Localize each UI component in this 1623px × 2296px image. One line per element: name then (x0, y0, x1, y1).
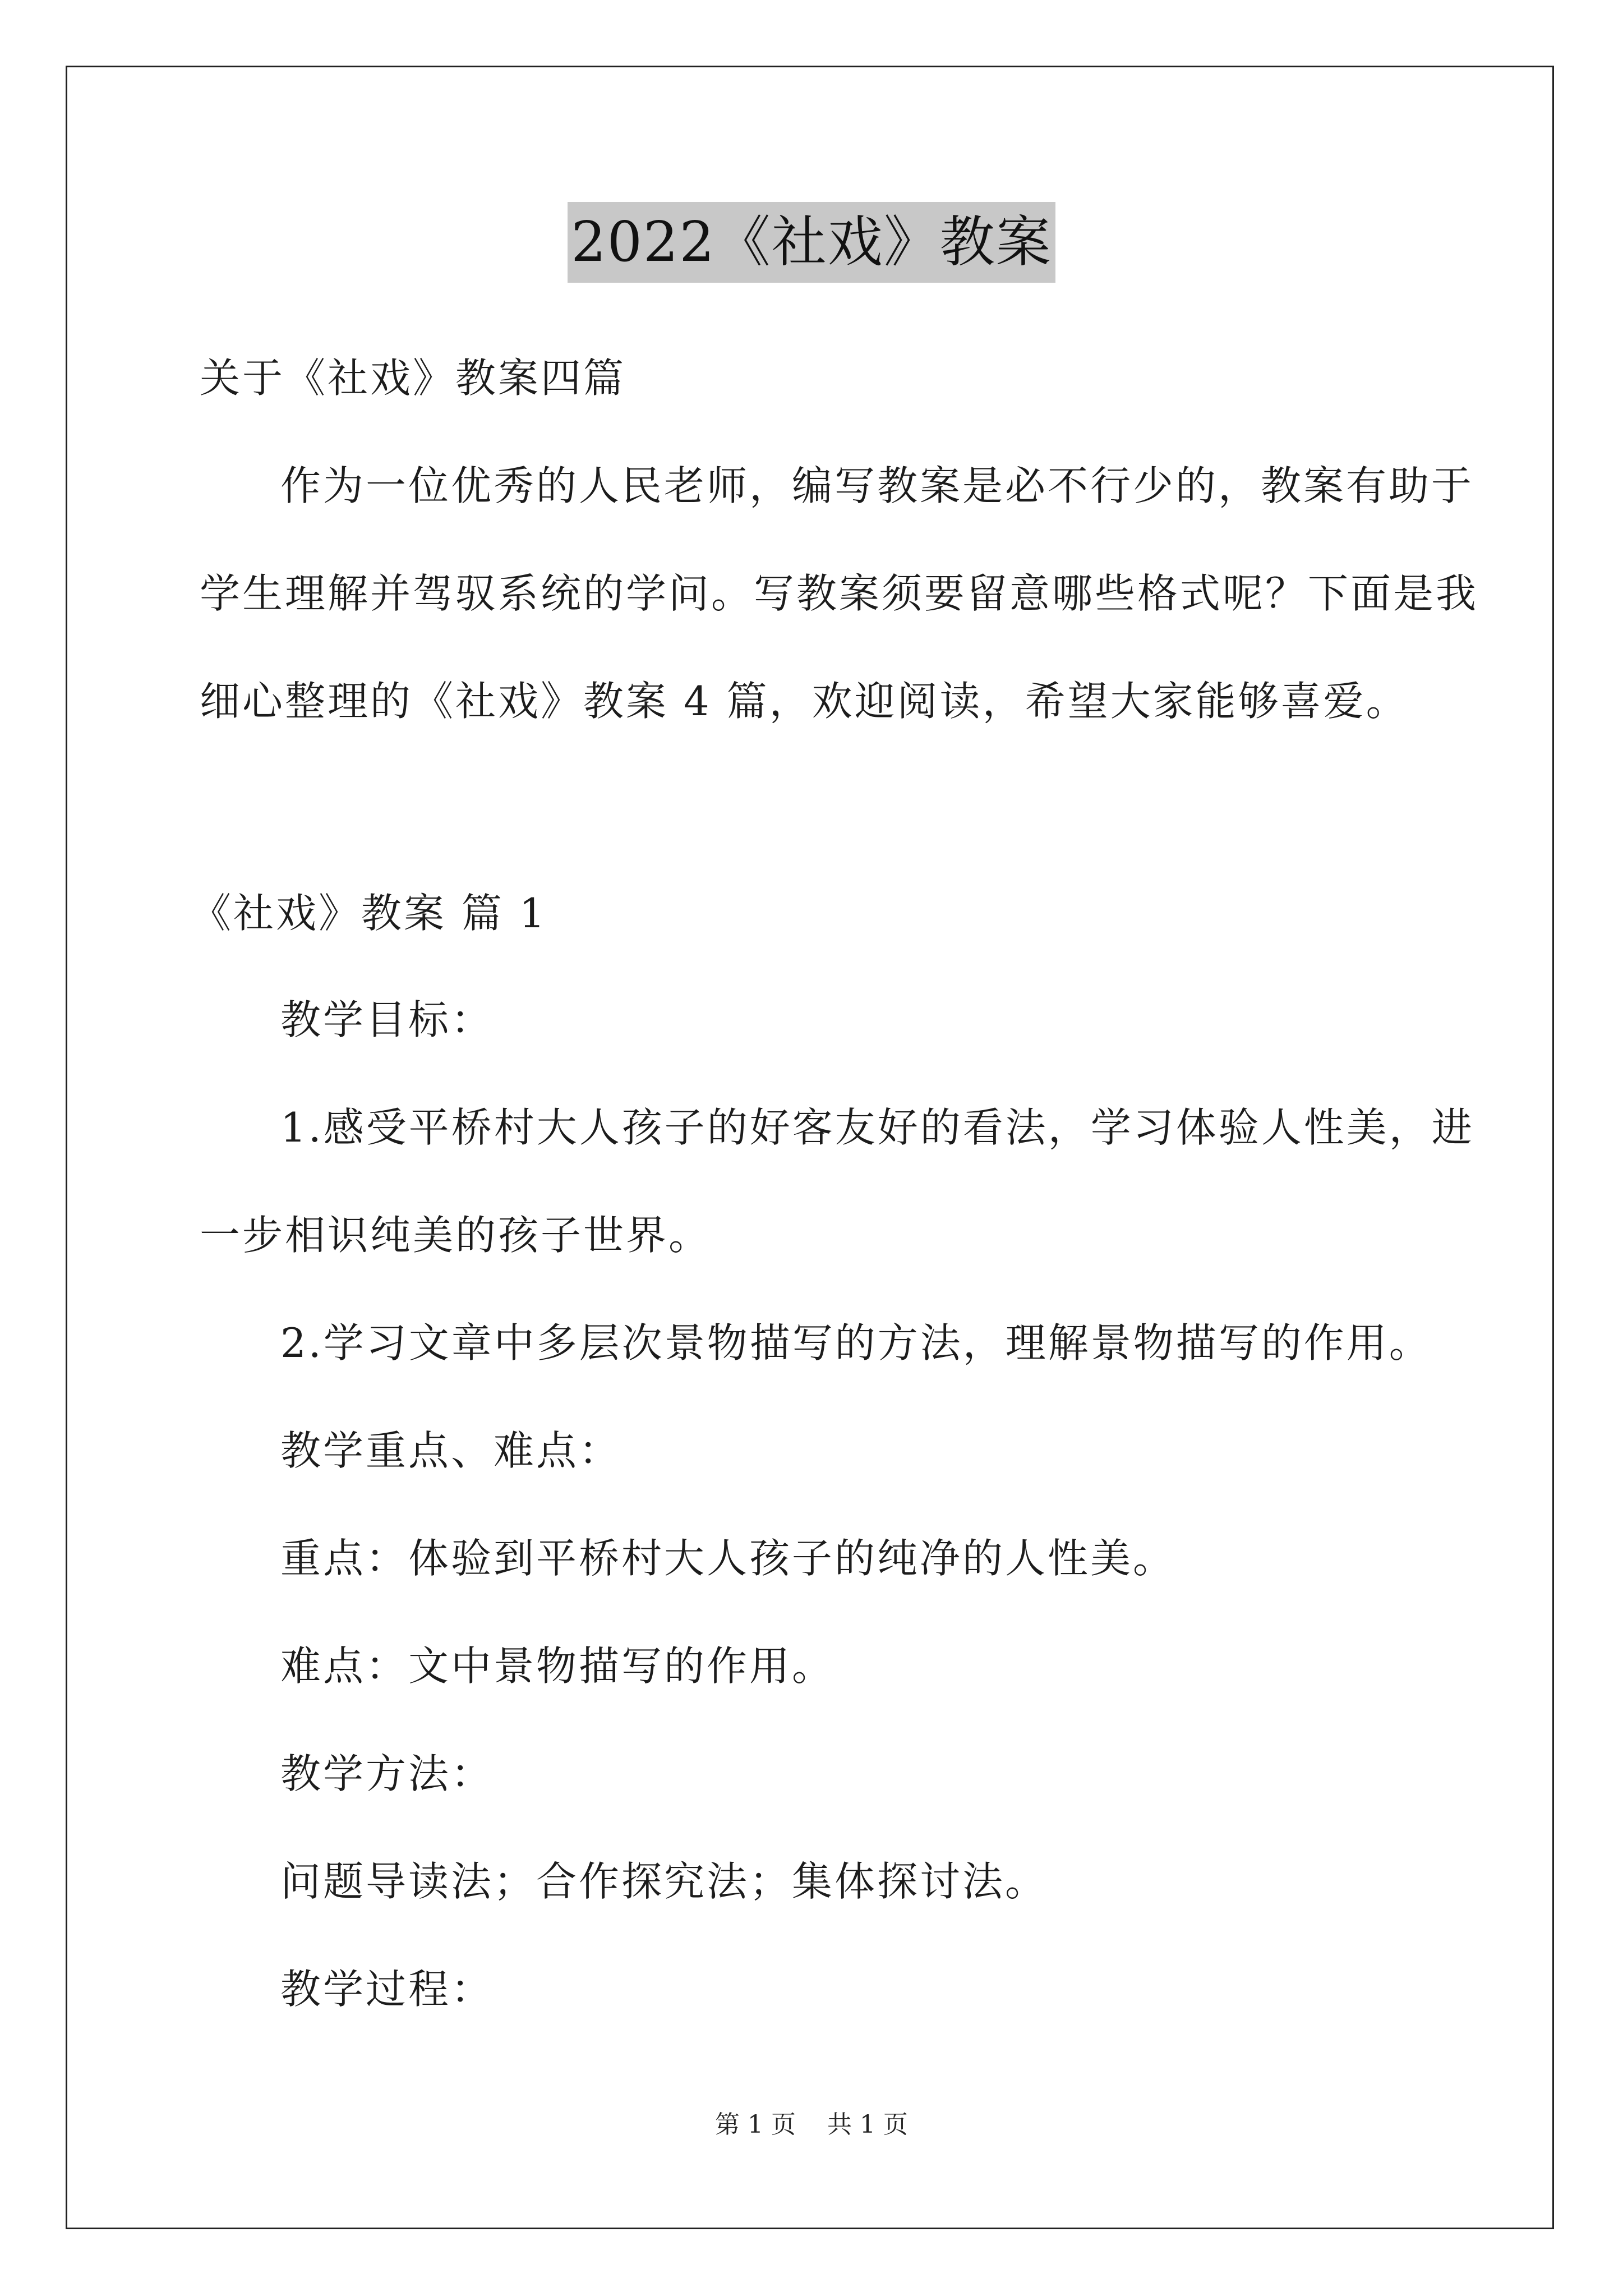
body-line-5: 教学重点、难点： (280, 1427, 622, 1474)
body-line-2: 1.感受平桥村大人孩子的好客友好的看法，学习体验人性美，进 (280, 1104, 1474, 1151)
body-line-6: 重点：体验到平桥村大人孩子的纯净的人性美。 (280, 1535, 1176, 1582)
body-line-10: 教学过程： (280, 1966, 494, 2013)
body-line-7: 难点：文中景物描写的作用。 (280, 1642, 835, 1690)
body-line-8: 教学方法： (280, 1750, 494, 1797)
document-title: 2022《社戏》教案 (568, 202, 1055, 283)
intro-line-3: 细心整理的《社戏》教案 4 篇，欢迎阅读，希望大家能够喜爱。 (200, 678, 1409, 725)
body-line-4: 2.学习文章中多层次景物描写的方法，理解景物描写的作用。 (280, 1319, 1432, 1366)
title-container (0, 202, 1623, 283)
section-heading: 《社戏》教案 篇 1 (191, 890, 547, 937)
body-line-9: 问题导读法；合作探究法；集体探讨法。 (280, 1858, 1048, 1905)
body-line-1: 教学目标： (280, 996, 494, 1043)
intro-line-2: 学生理解并驾驭系统的学问。写教案须要留意哪些格式呢？下面是我 (200, 570, 1479, 617)
intro-line-1: 作为一位优秀的人民老师，编写教案是必不行少的，教案有助于 (280, 462, 1474, 509)
body-line-3: 一步相识纯美的孩子世界。 (200, 1212, 712, 1259)
page-footer: 第 1 页 共 1 页 (715, 2110, 908, 2139)
document-subtitle: 关于《社戏》教案四篇 (200, 355, 626, 402)
